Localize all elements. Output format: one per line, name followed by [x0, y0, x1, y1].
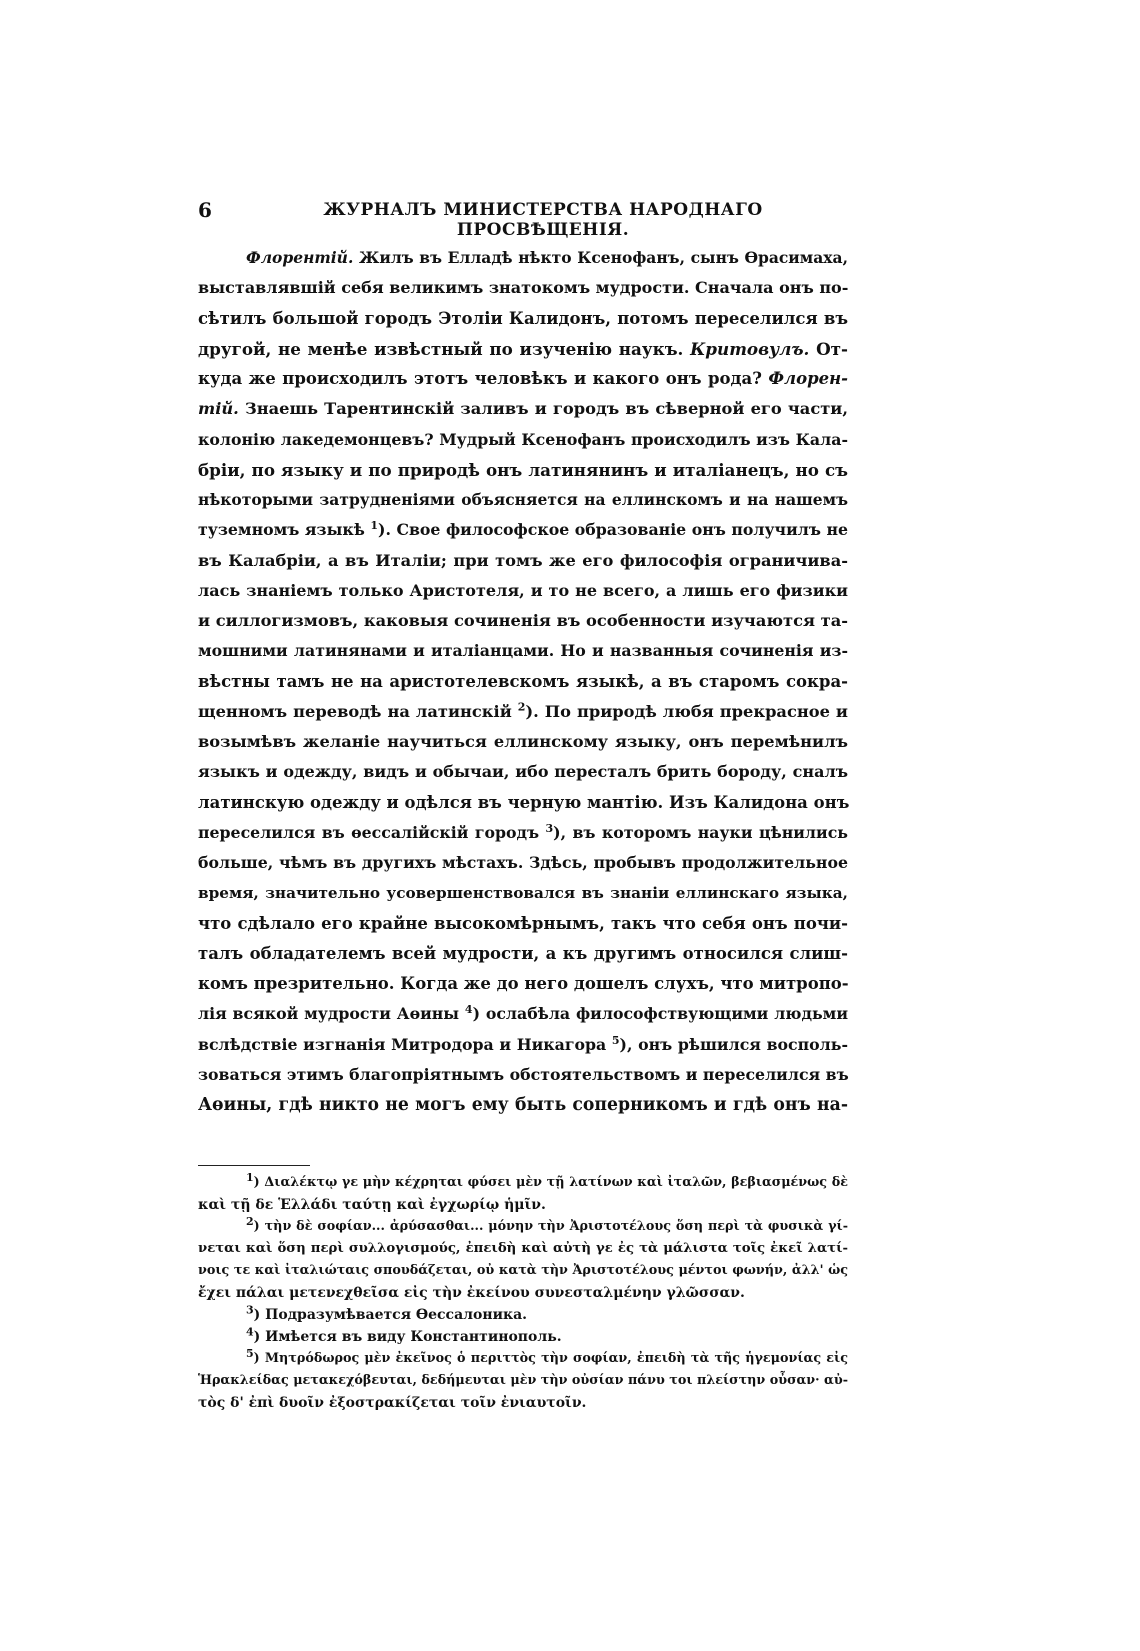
page-number: 6: [198, 198, 213, 222]
footnote-mark: 4: [246, 1325, 254, 1339]
footnote-mark: 5: [246, 1346, 254, 1360]
text-line: что сдѣлало его крайне высокомѣрнымъ, такъ что себя онъ почи-: [198, 913, 848, 933]
footnote-line: νοις τε καὶ ἰταλιώταις σπουδάζεται, οὐ κατὰ τὴν Ἀριστοτέλους μέντοι φωνήν, ἀλλ' ὡς: [198, 1263, 848, 1278]
text-line: возымѣвъ желаніе научиться еллинскому языку, онъ перемѣнилъ: [198, 732, 848, 751]
text-line: Флорентій. Жилъ въ Елладѣ нѣкто Ксенофанъ, сынъ Өрасимаха,: [246, 248, 848, 267]
text-line: щенномъ переводѣ на латинскій $^2$). По природѣ любя прекрасное и: [198, 700, 848, 721]
footnote-line: $^2$) τὴν δὲ σοφίαν... ἀρύσασθαι... μόνην τὴν Ἀριστοτέλους ὅση περὶ τὰ φυσικὰ γί-: [246, 1214, 848, 1234]
text-line: время, значительно усовершенствовался въ знаніи еллинскаго языка,: [198, 884, 848, 903]
text-line: лія всякой мудрости Аөины $^4$) ослабѣла философствующими людьми: [198, 1003, 848, 1024]
text-line: колонію лакедемонцевъ? Мудрый Ксенофанъ происходилъ изъ Кала-: [198, 429, 848, 449]
footnote-line: νεται καὶ ὅση περὶ συλλογισμούς, ἐπειδὴ καὶ αὐτὴ γε ἐς τὰ μάλιστα τοῖς ἐκεῖ λατί-: [198, 1241, 848, 1256]
text-line: больше, чѣмъ въ другихъ мѣстахъ. Здѣсь, пробывъ продолжительное: [198, 853, 848, 872]
journal-title: ЖУРНАЛЪ МИНИСТЕРСТВА НАРОДНАГО ПРОСВѢЩЕНІЯ.: [323, 200, 763, 240]
text-line: выставлявшій себя великимъ знатокомъ мудрости. Сначала онъ по-: [198, 278, 849, 298]
text-line: переселился въ өессалійскій городъ $^3$), въ которомъ науки цѣнились: [198, 821, 848, 842]
text-line: тій. Знаешь Тарентинскій заливъ и городъ въ сѣверной его части,: [198, 399, 848, 419]
text-line: вѣстны тамъ не на аристотелевскомъ языкѣ, а въ старомъ сокра-: [198, 671, 848, 691]
footnote-line: ἔχει πάλαι μετενεχθεῖσα εἰς τὴν ἐκείνου συνεσταλμένην γλῶσσαν.: [198, 1285, 745, 1301]
text-line: нѣкоторыми затрудненіями объясняется на еллинскомъ и на нашемъ: [198, 490, 848, 509]
text-line: сѣтилъ большой городъ Этоліи Калидонъ, потомъ переселился въ: [198, 308, 848, 328]
text-line: вслѣдствіе изгнанія Митродора и Никагора $^5$), онъ рѣшился восполь-: [198, 1033, 848, 1054]
footnote-mark: 2: [246, 1214, 254, 1228]
footnote-ref: 5: [611, 1033, 620, 1047]
main-text: [198, 243, 848, 1120]
text-line: комъ презрительно. Когда же до него дошелъ слухъ, что митропо-: [198, 974, 849, 993]
text-line: бріи, по языку и по природѣ онъ латинянинъ и италіанецъ, но съ: [198, 459, 848, 480]
text-line: Аөины, гдѣ никто не могъ ему быть соперникомъ и гдѣ онъ на-: [198, 1095, 848, 1115]
text-line: другой, не менѣе извѣстный по изученію наукъ. Критовулъ. От-: [198, 338, 848, 359]
footnotes: [198, 1172, 848, 1414]
footnote-line: $^5$) Μητρόδωρος μὲν ἐκεῖνος ὁ περιττὸς τὴν σοφίαν, ἐπειδὴ τὰ τῆς ἡγεμονίας εἰς: [246, 1346, 848, 1366]
footnote-line: $^3$) Подразумѣвается Өессалоника.: [246, 1303, 528, 1323]
text-line: лась знаніемъ только Аристотеля, и то не всего, а лишь его физики: [198, 580, 848, 600]
footnote-line: Ἡρακλείδας μετακεχόβευται, δεδήμευται μὲν τὴν οὐσίαν πάνυ τοι πλείστην οὖσαν· αὐ-: [198, 1373, 848, 1388]
footnote-line: $^1$) Διαλέκτῳ γε μὴν κέχρηται φύσει μὲν τῇ λατίνων καὶ ἰταλῶν, βεβιασμένως δὲ: [246, 1170, 848, 1190]
text-line: куда же происходилъ этотъ человѣкъ и какого онъ рода? Флорен-: [198, 369, 848, 388]
speaker-name: тій.: [198, 399, 239, 419]
speaker-name: Флорен-: [768, 369, 848, 388]
footnote-ref: 2: [517, 700, 526, 714]
running-header: [198, 198, 848, 240]
footnote-ref: 1: [370, 519, 378, 532]
footnote-line: $^4$) Имѣется въ виду Константинополь.: [246, 1325, 562, 1345]
footnote-divider: [198, 1165, 310, 1166]
footnote-mark: 3: [246, 1303, 254, 1317]
text-line: зоваться этимъ благопріятнымъ обстоятельствомъ и переселился въ: [198, 1064, 849, 1084]
text-line: и силлогизмовъ, каковыя сочиненія въ особенности изучаются та-: [198, 611, 848, 630]
footnote-ref: 3: [545, 821, 554, 835]
text-line: въ Калабріи, а въ Италіи; при томъ же его философія ограничива-: [198, 550, 848, 570]
text-line: мошними латинянами и италіанцами. Но и названныя сочиненія из-: [198, 641, 848, 661]
text-line: талъ обладателемъ всей мудрости, а къ другимъ относился слиш-: [198, 943, 848, 963]
text-line: латинскую одежду и одѣлся въ черную мантію. Изъ Калидона онъ: [198, 792, 850, 812]
text-line: туземномъ языкѣ $^1$). Свое философское образованіе онъ получилъ не: [198, 519, 848, 540]
speaker-name: Критовулъ.: [690, 338, 810, 359]
footnote-ref: 4: [464, 1003, 473, 1016]
text-line: языкъ и одежду, видъ и обычаи, ибо пересталъ брить бороду, сналъ: [198, 762, 848, 782]
speaker-name: Флорентій.: [246, 248, 354, 267]
footnote-line: καὶ τῇ δε Ἑλλάδι ταύτῃ καὶ ἐγχωρίῳ ἡμῖν.: [198, 1197, 546, 1213]
footnote-line: τὸς δ' ἐπὶ δυοῖν ἐξοστρακίζεται τοῖν ἐνιαυτοῖν.: [198, 1395, 587, 1411]
footnote-mark: 1: [246, 1170, 254, 1184]
